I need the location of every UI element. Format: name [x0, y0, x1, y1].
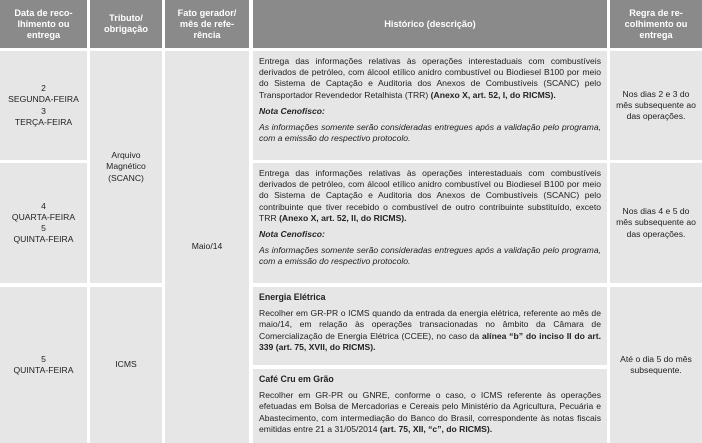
historico-main: Recolher em GR-PR ou GNRE, conforme o caso, o ICMS referente às operações efetuadas em Bolsa de Mercadorias e Cereais pelo Ministério da Agricultura, Pecuária e Abastecimento, com intermediação do Banco do Brasil, correspondente às notas fiscais emitidas entre 21 a 31/05/2014	[259, 390, 601, 434]
header-regra-label: Regra de re-colhimento ou entrega	[624, 7, 688, 40]
date-weekday: QUARTA-FEIRA	[11, 211, 76, 222]
historico-cell-row1	[253, 51, 607, 160]
date-day: 2	[41, 83, 46, 94]
historico-ref: (Anexo X, art. 52, II, do RICMS).	[279, 212, 407, 223]
date-weekday: QUINTA-FEIRA	[13, 234, 74, 245]
date-cell-row3	[0, 287, 87, 443]
header-data-recolhimento	[0, 0, 87, 48]
regra-text: Nos dias 4 e 5 do mês subsequente ao das operações.	[616, 206, 696, 239]
header-fato-gerador-label: Fato gerador/ mês de refe-rência	[177, 7, 237, 40]
historico-ref: (art. 75, XII, “c”, do RICMS).	[379, 423, 493, 434]
regra-text: Nos dias 2 e 3 do mês subsequente ao das operações.	[616, 88, 696, 122]
tributo-cell-scanc	[90, 51, 162, 283]
fato-gerador-cell	[165, 51, 249, 443]
date-cell-row2	[0, 163, 87, 283]
historico-cell-row2	[253, 163, 607, 283]
header-historico-label: Histórico (descrição)	[384, 18, 476, 29]
historico-text	[259, 390, 601, 435]
note-text: As informações somente serão consideradas entregues após a validação pelo programa, com a emissão do respectivo protocolo.	[259, 245, 601, 267]
section-title-energia: Energia Elétrica	[259, 292, 326, 302]
historico-main: Entrega das informações relativas às operações interestaduais com combustíveis derivados de petróleo, com álcool etílico anidro combustível ou Biodiesel B100 por meio do Sistema de Captação e Auditoria dos Anexos de Combustíveis (SCANC) pelo Transportador Revendedor Retalhista (TRR)	[259, 56, 601, 100]
historico-ref: (Anexo X, art. 52, I, do RICMS).	[430, 89, 556, 100]
regra-text: Até o dia 5 do mês subsequente.	[620, 353, 692, 375]
date-weekday: SEGUNDA-FEIRA	[8, 94, 79, 105]
note-title: Nota Cenofisco:	[259, 105, 325, 116]
header-tributo-label: Tributo/ obrigação	[104, 13, 148, 34]
date-weekday: QUINTA-FEIRA	[13, 365, 74, 375]
historico-ref: alínea “b” do inciso II do art. 339 (art. 75, XVII, do RICMS).	[259, 330, 601, 352]
date-weekday: TERÇA-FEIRA	[14, 116, 73, 127]
tributo-icms: ICMS	[115, 359, 137, 370]
header-data-recolhimento-label: Data de reco-lhimento ou entrega	[14, 7, 73, 40]
regra-cell-row3	[610, 287, 702, 443]
section-title-cafe: Café Cru em Grão	[259, 374, 334, 384]
historico-main: Recolher em GR-PR o ICMS quando da entrada da energia elétrica, referente ao mês de maio/14, em relação às operações transacionadas no âmbito da Câmara de Comercialização de Energia Elétrica (CCEE), no caso da	[259, 308, 601, 341]
tributo-line: Magnético	[106, 161, 146, 172]
tributo-line: Arquivo	[111, 150, 141, 161]
header-historico	[253, 0, 607, 48]
regra-cell-row2	[610, 163, 702, 283]
tributo-cell-icms	[90, 287, 162, 443]
tributo-line: (SCANC)	[108, 172, 144, 183]
historico-text	[259, 56, 601, 101]
date-day: 5	[41, 223, 46, 233]
header-fato-gerador	[165, 0, 249, 48]
date-day: 4	[41, 200, 46, 211]
note-title: Nota Cenofisco:	[259, 229, 325, 240]
fato-gerador-value: Maio/14	[191, 241, 223, 252]
date-cell-row1	[0, 51, 87, 160]
historico-cell-energia	[253, 287, 607, 365]
header-regra	[610, 0, 702, 48]
note-text: As informações somente serão consideradas entregues após a validação pelo programa, com a emissão do respectivo protocolo.	[259, 122, 601, 144]
date-day: 5	[41, 353, 46, 364]
regra-cell-row1	[610, 51, 702, 160]
header-tributo	[90, 0, 162, 48]
historico-text	[259, 308, 601, 353]
historico-cell-cafe	[253, 369, 607, 443]
date-day: 3	[41, 105, 46, 116]
historico-text	[259, 168, 601, 224]
historico-main: Entrega das informações relativas às operações interestaduais com combustíveis derivados de petróleo, com álcool etílico anidro combustível ou Biodiesel B100 por meio do Sistema de Captação e Auditoria dos Anexos de Combustíveis (SCANC) pelo contribuinte que tiver recebido o combustível de outro contribuinte substituído, exceto TRR	[259, 168, 601, 223]
